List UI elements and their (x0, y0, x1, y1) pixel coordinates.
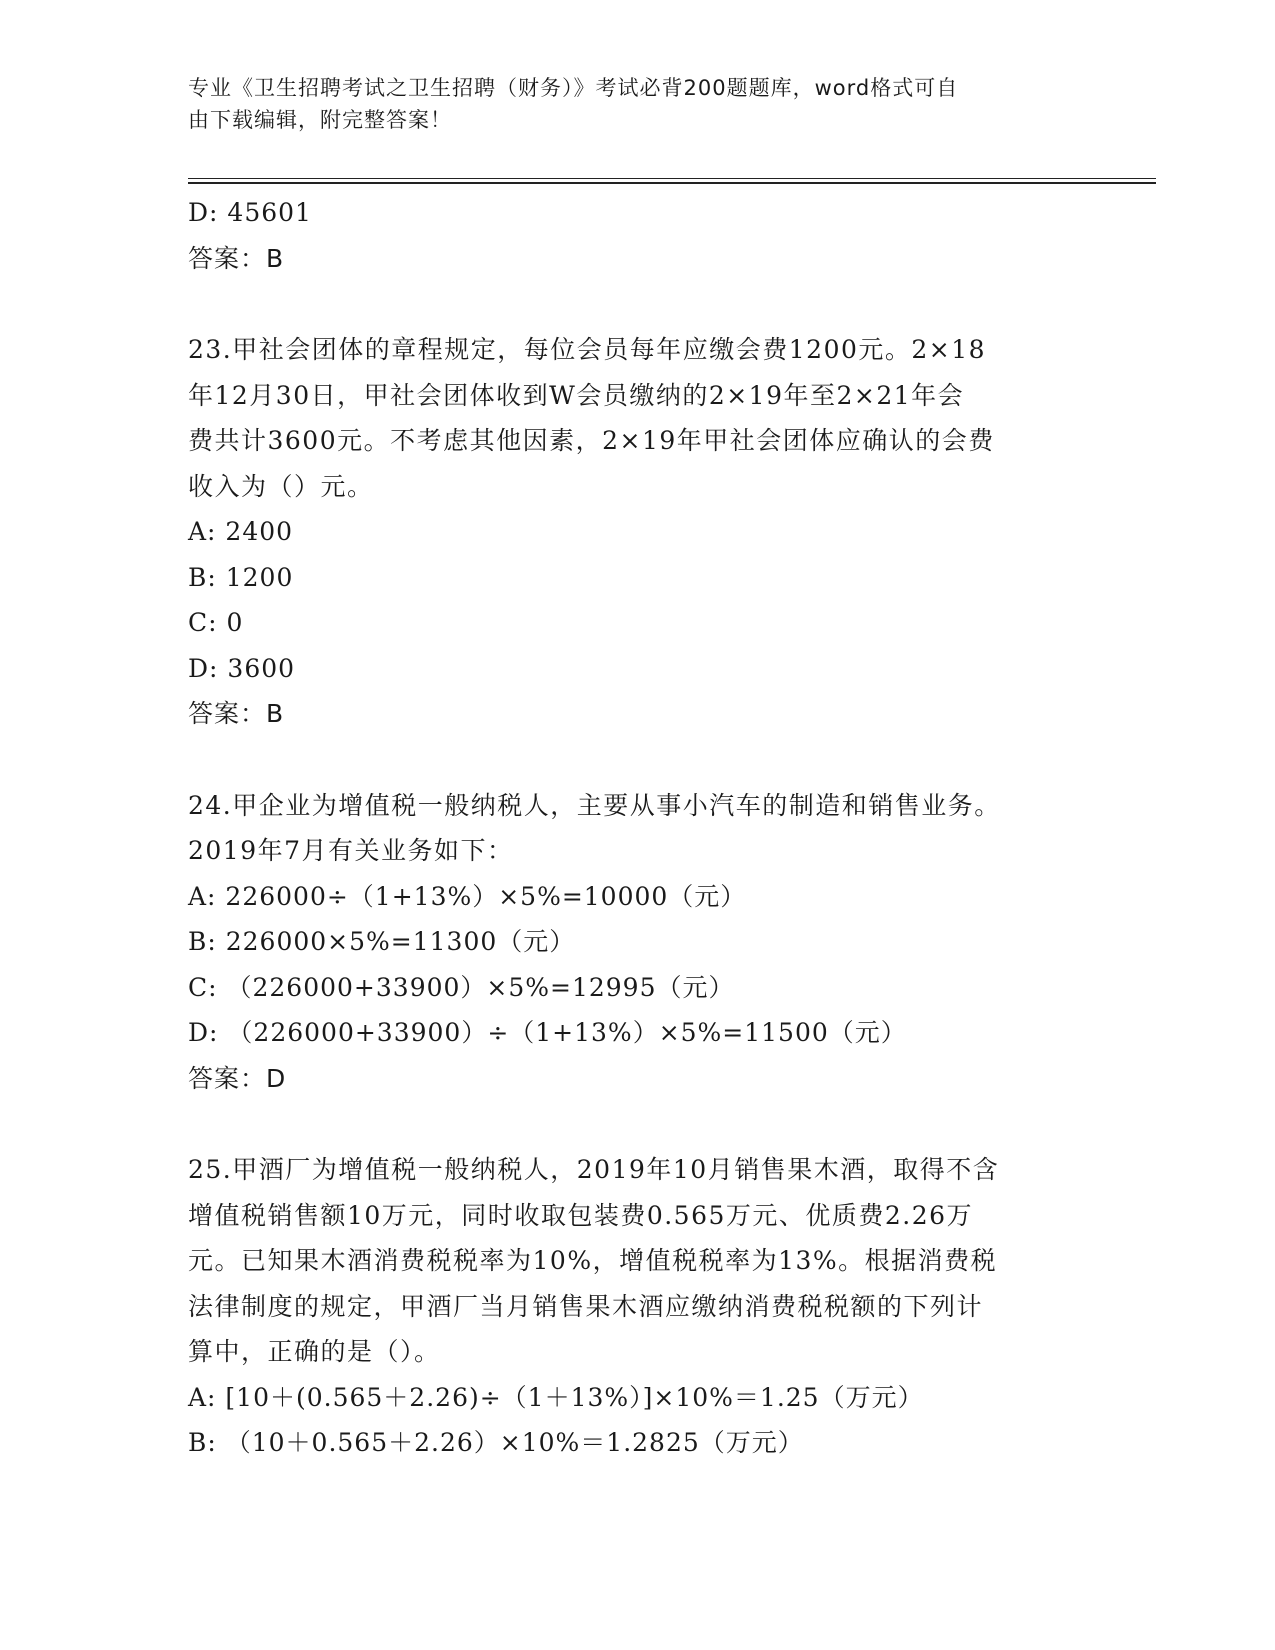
question-text-line: 元。已知果木酒消费税税率为10%，增值税税率为13%。根据消费税 (188, 1246, 998, 1275)
question-text-line: 算中，正确的是（）。 (188, 1337, 441, 1366)
option-d: D: 45601 (188, 198, 312, 227)
header-line-1: 专业《卫生招聘考试之卫生招聘（财务）》考试必背200题题库，word格式可自 (188, 76, 959, 100)
question-text-line: 增值税销售额10万元，同时收取包装费0.565万元、优质费2.26万 (188, 1200, 974, 1230)
question-text-line: 费共计3600元。不考虑其他因素，2×19年甲社会团体应确认的会费 (188, 426, 995, 455)
question-25 (188, 1147, 1088, 1466)
question-list (188, 190, 1088, 1466)
question-text-line: 法律制度的规定，甲酒厂当月销售果木酒应缴纳消费税税额的下列计 (188, 1291, 984, 1321)
answer-label: 答案：B (188, 699, 285, 728)
question-text-line: 年12月30日，甲社会团体收到W会员缴纳的2×19年至2×21年会 (188, 380, 965, 410)
answer-label: 答案：B (188, 243, 285, 273)
question-23 (188, 327, 1088, 737)
option-d: D: （226000+33900）÷（1+13%）×5%=11500（元） (188, 1018, 907, 1047)
answer-label: 答案：D (188, 1063, 287, 1093)
option-c: C: 0 (188, 608, 244, 637)
page-header (188, 72, 1088, 136)
question-text-line: 2019年7月有关业务如下： (188, 836, 514, 865)
option-d: D: 3600 (188, 653, 296, 683)
question-text-line: 23.甲社会团体的章程规定，每位会员每年应缴会费1200元。2×18 (188, 335, 987, 364)
option-b: B: （10＋0.565＋2.26）×10%＝1.2825（万元） (188, 1428, 804, 1457)
previous-question-tail (188, 190, 1088, 281)
option-c: C: （226000+33900）×5%=12995（元） (188, 972, 735, 1002)
header-line-2: 由下载编辑，附完整答案！ (188, 108, 452, 132)
option-b: B: 226000×5%=11300（元） (188, 927, 576, 956)
option-a: A: 226000÷（1+13%）×5%=10000（元） (188, 881, 747, 911)
option-b: B: 1200 (188, 562, 294, 592)
question-text-line: 24.甲企业为增值税一般纳税人，主要从事小汽车的制造和销售业务。 (188, 790, 1001, 820)
question-text-line: 25.甲酒厂为增值税一般纳税人，2019年10月销售果木酒，取得不含 (188, 1155, 1000, 1184)
question-24 (188, 783, 1088, 1102)
header-divider-thick (188, 182, 1156, 184)
header-divider-thin (188, 178, 1156, 179)
option-a: A: 2400 (188, 517, 294, 546)
option-a: A: [10＋(0.565＋2.26)÷（1＋13%）]×10%＝1.25（万元） (188, 1382, 924, 1412)
question-text-line: 收入为（）元。 (188, 471, 374, 501)
